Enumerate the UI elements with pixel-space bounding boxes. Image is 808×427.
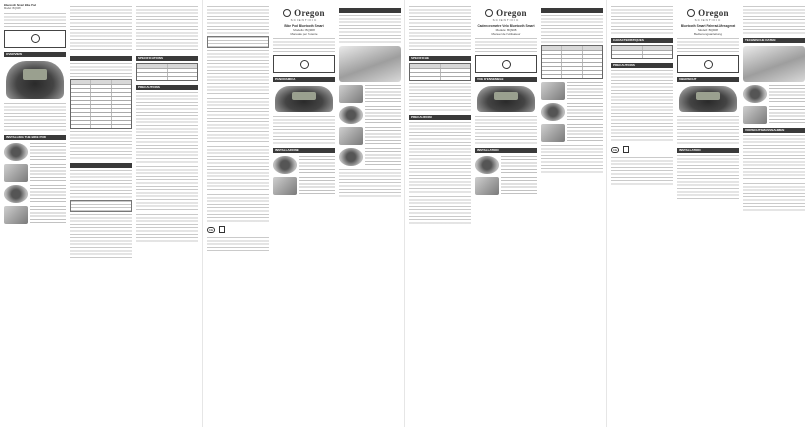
step-figure (339, 148, 363, 166)
bluetooth-icon (300, 60, 309, 69)
column-1 (207, 4, 269, 427)
brand-name: Oregon (698, 8, 729, 18)
manual-panel-french (404, 0, 606, 427)
body-text (207, 98, 269, 144)
body-text (70, 6, 132, 52)
panel-subtitle: Bedienungsanleitung (693, 32, 723, 36)
brand-logo (475, 8, 537, 18)
column-3 (743, 4, 805, 427)
brand-logo (273, 8, 335, 18)
section-header: INSTALLATION (677, 148, 739, 153)
section-header: OVERVIEW (4, 52, 66, 57)
body-text (611, 157, 673, 185)
section-header: INSTALLAZIONE (273, 148, 335, 153)
body-text (70, 131, 132, 159)
body-text (70, 214, 132, 260)
body-text (541, 15, 603, 43)
step-figure (743, 106, 767, 124)
brand-name: Oregon (294, 8, 325, 18)
intro-text (475, 38, 537, 52)
section-header: INSTALLATION (475, 148, 537, 153)
brand-logo (677, 8, 739, 18)
oregon-logo-icon (485, 9, 493, 17)
panel-title: Bike Pod Bluetooth Smart (284, 24, 324, 28)
step-figure (4, 206, 28, 224)
body-text (207, 6, 269, 34)
overview-text (4, 103, 66, 131)
step-figure (339, 85, 363, 103)
compliance-marks (207, 226, 269, 233)
section-header-bar (339, 8, 401, 13)
body-text (207, 146, 269, 192)
section-header-bar (70, 56, 132, 61)
column-2 (677, 4, 739, 427)
manual-panel-english (0, 0, 202, 427)
pairing-diagram (273, 55, 335, 73)
step-figure (541, 82, 565, 100)
column-3 (541, 4, 603, 427)
body-text (273, 116, 335, 144)
brand-tagline: SCIENTIFIC (694, 18, 722, 22)
body-text (409, 196, 471, 224)
oregon-logo-icon (687, 9, 695, 17)
panel-model: Modello: BQ908 (293, 28, 315, 32)
intro-text (4, 13, 66, 27)
panel-model: Modell: BQ908 (698, 28, 718, 32)
note-box (207, 36, 269, 48)
body-text (207, 194, 269, 222)
step-figure (4, 164, 28, 182)
panel-title: Bluetooth Smart Fahrrad-Messgerat (680, 24, 736, 28)
panel-title: Bluetooth Smart Bike Pod (4, 4, 36, 7)
body-text (677, 116, 739, 144)
column-1 (611, 4, 673, 427)
pairing-diagram (677, 55, 739, 73)
pairing-diagram (4, 30, 66, 48)
step-figure (273, 177, 297, 195)
body-text (70, 170, 132, 198)
spec-table (136, 63, 198, 81)
panel-title: Cadenceometre Velo Bluetooth Smart (477, 24, 535, 28)
bluetooth-icon (704, 60, 713, 69)
column-2 (70, 4, 132, 427)
section-header-bar (541, 8, 603, 13)
intro-text (273, 38, 335, 52)
body-text (743, 6, 805, 34)
section-header: PRECAUZIONI (409, 115, 471, 120)
section-header: CARACTERISTIQUES (611, 38, 673, 43)
bike-pod-image (477, 86, 535, 112)
bike-pod-image (679, 86, 737, 112)
body-text (611, 70, 673, 142)
section-header-bar (70, 163, 132, 168)
body-text (339, 15, 401, 43)
step-figure (475, 177, 499, 195)
pairing-diagram (475, 55, 537, 73)
bike-pod-image (6, 61, 64, 99)
section-header: SPECIFICHE (409, 56, 471, 61)
ce-mark-icon: CE (208, 227, 214, 232)
bluetooth-icon (31, 34, 40, 43)
body-text (70, 63, 132, 77)
step-figure (339, 127, 363, 145)
body-text (541, 145, 603, 173)
column-2 (475, 4, 537, 427)
step-figure (273, 156, 297, 174)
panel-model: Modele: BQ908 (495, 28, 517, 32)
panel-subtitle: Manuel de l'utilisateur (491, 32, 521, 36)
brand-tagline: SCIENTIFIC (290, 18, 318, 22)
spec-table (611, 45, 673, 59)
section-header: TECHNISCHE DATEN (743, 38, 805, 43)
body-text (409, 83, 471, 111)
body-text (743, 183, 805, 211)
step-figure (339, 106, 363, 124)
body-text (409, 6, 471, 52)
oregon-logo-icon (283, 9, 291, 17)
compliance-marks (611, 146, 673, 153)
section-header: PANORAMICA (273, 77, 335, 82)
weee-bin-icon (623, 146, 629, 153)
section-header: INSTALLING THE BIKE POD (4, 135, 66, 140)
body-text (475, 116, 537, 144)
bike-installation-image (743, 46, 805, 82)
wheel-size-table (70, 79, 132, 129)
column-3 (136, 4, 198, 427)
ce-mark-icon: CE (612, 147, 618, 152)
precautions-text (136, 92, 198, 164)
step-figure (541, 103, 565, 121)
body-text (136, 166, 198, 212)
note-box (70, 200, 132, 212)
bike-pod-image (275, 86, 333, 112)
step-figure (743, 85, 767, 103)
body-text (677, 155, 739, 201)
step-figure (4, 143, 28, 161)
body-text (207, 237, 269, 251)
column-1 (409, 4, 471, 427)
manual-panel-italian (202, 0, 404, 427)
body-text (136, 214, 198, 242)
brand-tagline: SCIENTIFIC (492, 18, 520, 22)
panel-subtitle: Manuale per l'utente (290, 32, 318, 36)
body-text (339, 169, 401, 197)
column-2 (273, 4, 335, 427)
bluetooth-icon (502, 60, 511, 69)
step-figure (4, 185, 28, 203)
body-text (409, 122, 471, 194)
section-header: PRECAUTIONS (136, 85, 198, 90)
wheel-size-table (541, 45, 603, 79)
step-figure (475, 156, 499, 174)
body-text (743, 135, 805, 181)
body-text (611, 6, 673, 34)
section-header: UBERSICHT (677, 77, 739, 82)
column-1 (4, 4, 66, 427)
panel-model: Model: BQ908 (4, 7, 21, 11)
column-3 (339, 4, 401, 427)
bike-installation-image (339, 46, 401, 82)
manual-panel-german (606, 0, 808, 427)
brand-name: Oregon (496, 8, 527, 18)
intro-text (677, 38, 739, 52)
section-header: VUE D'ENSEMBLE (475, 77, 537, 82)
body-text (207, 50, 269, 96)
section-header: SPECIFICATIONS (136, 56, 198, 61)
weee-bin-icon (219, 226, 225, 233)
section-header: PRECAUTIONS (611, 63, 673, 68)
spec-table (409, 63, 471, 81)
step-figure (541, 124, 565, 142)
body-text (136, 6, 198, 52)
section-header: VORSICHTSMASSNAHMEN (743, 128, 805, 133)
